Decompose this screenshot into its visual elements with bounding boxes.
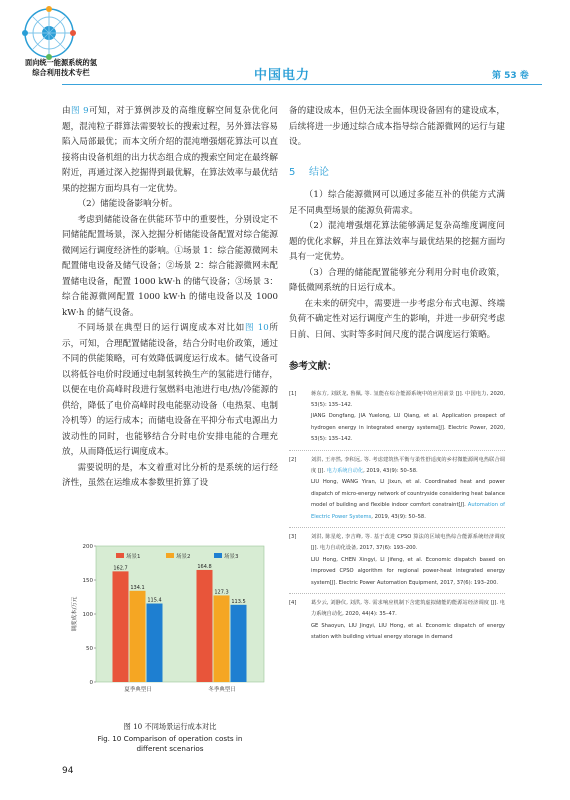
paragraph: 在未来的研究中，需要进一步考虑分布式电源、终端负荷不确定性对运行调度产生的影响，并进一步研究考虑日前、日间、实时等多时间尺度的混合调度运行策略。 — [289, 298, 505, 340]
x-tick-label: 冬季典型日 — [208, 687, 236, 693]
section-label-line1: 面向统一能源系统的氢 — [25, 58, 97, 67]
figure-caption-en-line2: different scenarios — [136, 744, 204, 753]
journal-title: 中国电力 — [254, 68, 311, 83]
text: 由 — [62, 106, 72, 116]
reference-text: 葛少云, 刘静仪, 刘洪, 等. 需求响应机制下含建筑虚拟储能的能源站经济调度 [J]. 电力系统自动化, 2020, 44(4): 35–47. — [311, 600, 505, 618]
figure-link[interactable]: 图 10 — [244, 323, 269, 333]
paragraph — [62, 461, 278, 492]
reference-text-en: JIANG Dongfang, JIA Yuelong, LU Qiang, et al. Application prospect of hydrogen energy in integrated energy systems[J]. Electric Power, 2020, 53(5): 135–142. — [311, 413, 505, 443]
volume-label: 第 53 卷 — [492, 71, 529, 81]
reference-number: [4] — [289, 600, 297, 606]
section-label-line2: 综合利用技术专栏 — [32, 68, 90, 77]
data-label: 115.4 — [147, 597, 162, 604]
section-heading — [289, 165, 505, 181]
paragraph — [62, 197, 278, 213]
bar-chart — [66, 536, 274, 706]
paragraph: （1）综合能源微网可以通过多能互补的供能方式满足不同典型场景的能源负荷需求。 — [289, 190, 505, 216]
section-title: 结论 — [309, 166, 329, 178]
bar — [197, 570, 213, 682]
reference-text-en: LIU Hong, CHEN Xingyi, LI Jifeng, et al. Economic dispatch based on improved CPSO algorithm for regional power-heat integrated energy system[J]. Electric Power Automation Equipment, 2017, 37(6): 193–200. — [311, 556, 505, 586]
data-label: 164.8 — [197, 563, 212, 570]
y-tick-label: 200 — [82, 544, 93, 550]
text: , 2019, 43(9): 50–58. — [371, 513, 426, 520]
legend-swatch — [214, 553, 222, 558]
reference-text: 蒋东方, 刘跃龙, 鲁佩, 等. 氢能在综合能源系统中的应用前景 [J]. 中国电力, 2020, 53(5): 135–142. — [311, 390, 505, 408]
reference-text-en — [311, 477, 505, 523]
text: , 2019, 43(9): 50–58. — [363, 467, 418, 474]
header-divider — [62, 84, 542, 85]
reference-link[interactable]: 电力系统自动化 — [326, 467, 364, 474]
y-tick-label: 150 — [82, 578, 93, 584]
bar — [231, 605, 247, 682]
reference-item — [289, 385, 505, 446]
paragraph: （2）混沌增强烟花算法能够满足复杂高维度调度问题的优化求解，并且在算法效率与最优结果的挖掘方面均具有一定优势。 — [289, 221, 505, 262]
text: 刘洪, 王亦然, 李积远, 等. 考虑建筑热平衡与柔性舒适度的乡村微能源网电热联合调度 [J]. — [311, 456, 505, 474]
y-tick-label: 50 — [86, 646, 93, 652]
paragraph: 备的建设成本，但仍无法全面体现设备固有的建设成本，后续将进一步通过综合成本指导综合能源微网的运行与建设。 — [289, 106, 505, 147]
data-label: 127.3 — [214, 589, 229, 596]
x-tick-label: 夏季典型日 — [124, 687, 152, 693]
reference-number: [3] — [289, 533, 297, 540]
reference-text — [311, 455, 505, 478]
text: 需要说明的是，本文着重对比分析的是系统的运行经济性，虽然在运维成本参数里折算了设 — [62, 462, 278, 488]
reference-text-en: GE Shaoyun, LIU Jingyi, LIU Hong, et al. Economic dispatch of energy station with building virtual energy storage in demand — [311, 622, 505, 641]
bar — [147, 604, 163, 682]
legend-label: 场景2 — [176, 554, 191, 560]
reference-number: [1] — [289, 390, 297, 397]
reference-text: 刘洪, 陈星屹, 李吉峰, 等. 基于改进 CPSO 算法的区域电热综合能源系统经济调度 [J]. 电力自动化设备, 2017, 37(6): 193–200. — [311, 533, 505, 552]
data-label: 113.5 — [231, 598, 246, 605]
text: LIU Hong, WANG Yiran, LI Jixun, et al. Coordinated heat and power dispatch of micro-energy network of countryside considering heat balance model of building and flexible indoor comfort constraint[J]. — [311, 479, 505, 509]
figure-link[interactable]: 图 9 — [71, 106, 89, 116]
page-number: 94 — [62, 766, 74, 776]
paragraph — [62, 213, 278, 322]
text: 所示，可知，合理配置储能设备，结合分时电价政策，通过不同的供能策略，可有效降低调度运行成本。储气设备可以将低谷电价时段通过电制氢转换生产的氢能进行储存，以便在电价高峰时段进行氢燃料电池进行电/热/冷能源的供给，降低了电价高峰时段电能驱动设备（电热泵、电制冷机等）的运行成本；而储电设备在平抑分布式电源出力波动性的同时，也能够结合分时电价安排电能的合理充放，从而降低运行调度成本。 — [62, 323, 278, 457]
journal-logo-icon — [18, 6, 80, 60]
y-axis-label: 调度成本/万元 — [72, 596, 78, 632]
data-label: 162.7 — [113, 565, 128, 572]
bar — [113, 571, 129, 682]
y-tick-label: 100 — [82, 612, 93, 618]
left-column — [62, 104, 278, 492]
legend-swatch — [166, 553, 174, 558]
y-tick-label: 0 — [89, 680, 93, 686]
reference-link[interactable]: Automation of Electric Power Systems — [311, 502, 505, 520]
figure-caption-en-line1: Fig. 10 Comparison of operation costs in — [97, 734, 243, 743]
section-number: 5 — [289, 166, 296, 178]
figure-caption-en — [62, 734, 278, 754]
legend-label: 场景3 — [224, 554, 239, 560]
references-heading: 参考文献： — [289, 361, 337, 372]
legend-swatch — [116, 553, 124, 558]
figure-10 — [66, 536, 274, 706]
reference-item — [289, 450, 505, 523]
text: （2）储能设备影响分析。 — [77, 199, 178, 209]
data-label: 134.1 — [130, 584, 145, 591]
bar — [214, 595, 230, 682]
figure-caption-cn: 图 10 不同场景运行成本对比 — [123, 722, 217, 731]
reference-number: [2] — [289, 456, 297, 463]
legend-label: 场景1 — [126, 554, 141, 560]
text: 不同场景在典型日的运行调度成本对比如 — [77, 323, 245, 333]
bar — [130, 591, 146, 682]
text: 考虑到储能设备在供能环节中的重要性，分别设定不同储能配置场景，深入挖掘分析储能设备配置对综合能源微网运行调度经济性的影响。①场景 1：综合能源微网未配置储电设备及储气设备；②场景 2：综合能源微网未配置储电设备，配置 1000 kW·h 的储气设备；③场景 3：综合能源微网配置 1000 kW·h 的储电设备以及 1000 kW·h 的储气设备。 — [62, 214, 278, 318]
paragraph: （3）合理的储能配置能够充分利用分时电价政策，降低微网系统的日运行成本。 — [289, 267, 505, 293]
section-label — [6, 58, 116, 78]
right-column — [289, 104, 505, 648]
reference-item — [289, 593, 505, 644]
paragraph — [62, 321, 278, 461]
paragraph — [62, 104, 278, 197]
text: 可知，对于算例涉及的高维度解空间复杂优化问题，混沌粒子群算法需要较长的搜索过程，另外算法容易陷入局部最优；而本文所介绍的混沌增强烟花算法可以直接将由设备机组的出力状态组合成的搜索空间定在最终解附近，再通过深入挖掘得到最优解，在算法效率与最优结果的挖掘方面均具有一定优势。 — [62, 106, 278, 194]
page-header — [0, 0, 570, 86]
reference-item — [289, 527, 505, 589]
reference-list — [289, 385, 505, 644]
